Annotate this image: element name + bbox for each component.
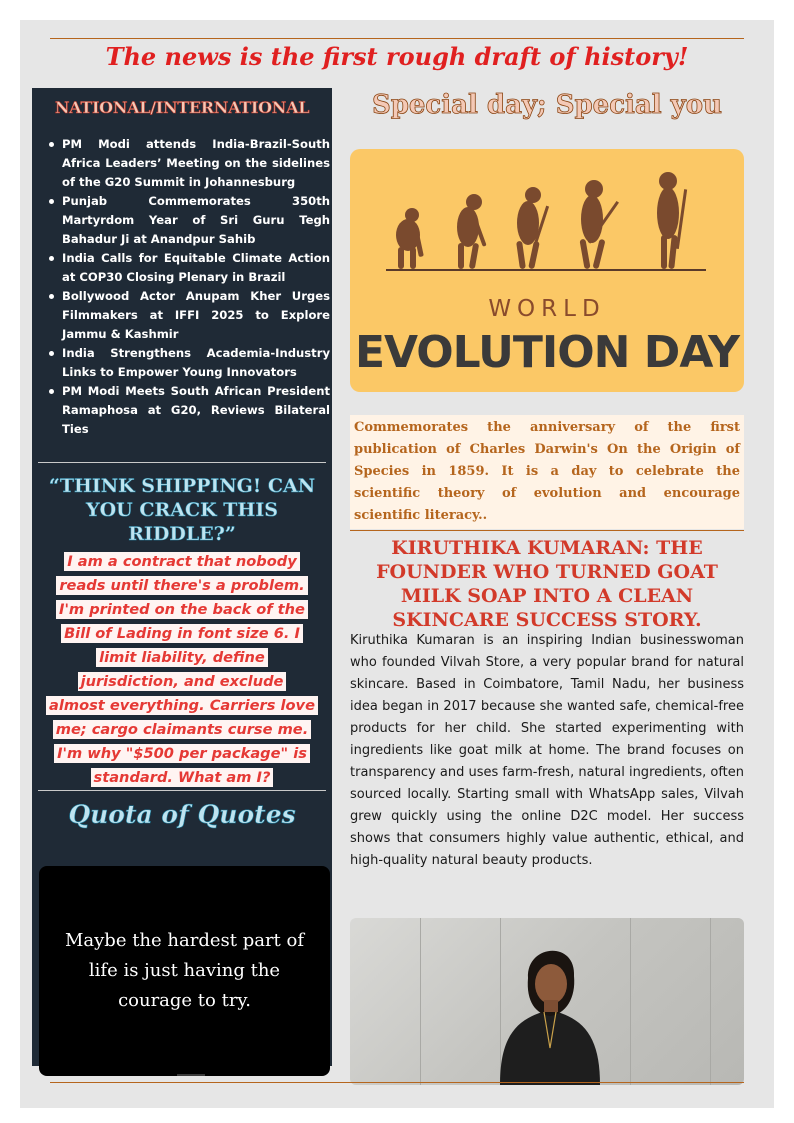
hominid-with-tool-silhouette-icon	[516, 187, 549, 269]
news-item: PM Modi attends India-Brazil-South Africa Leaders’ Meeting on the sidelines of the G20 Summit in Johannesburg	[46, 135, 330, 192]
national-section-title: NATIONAL/INTERNATIONAL	[54, 98, 310, 117]
riddle-title: “THINK SHIPPING! CAN YOU CRACK THIS RIDDLE?”	[48, 475, 316, 545]
riddle-line: limit liability, define	[96, 648, 268, 667]
top-rule	[50, 38, 744, 39]
page-headline: The news is the first rough draft of history!	[105, 42, 689, 71]
caveman-silhouette-icon	[579, 180, 619, 269]
riddle-line: I am a contract that nobody	[64, 552, 300, 571]
story-body: Kiruthika Kumaran is an inspiring Indian businesswoman who founded Vilvah Store, a very popular brand for natural skincare. Based in Coimbatore, Tamil Nadu, her business idea began in 2017 because she wanted safe, chemical-free products for her child. She started experimenting with ingredients like goat milk at home. The brand focuses on transparency and uses farm-fresh, natural ingredients, often sourced locally. Starting small with WhatsApp sales, Vilvah grew quickly using the online D2C model. Her success shows that consumers highly value authentic, ethical, and high-quality natural beauty products.	[350, 633, 744, 868]
special-day-title: Special day; Special you	[371, 90, 723, 120]
bottom-rule	[50, 1082, 744, 1083]
riddle-line: jurisdiction, and exclude	[78, 672, 287, 691]
quote-text: Maybe the hardest part of life is just having the courage to try.	[64, 930, 305, 1011]
riddle-line: almost everything. Carriers love	[46, 696, 318, 715]
riddle-line: Bill of Lading in font size 6. I	[61, 624, 303, 643]
human-silhouette-icon	[657, 172, 687, 269]
news-item: Bollywood Actor Anupam Kher Urges Filmmakers at IFFI 2025 to Explore Jammu & Kashmir	[46, 287, 330, 344]
riddle-line: me; cargo claimants curse me.	[53, 720, 312, 739]
section-divider	[38, 462, 326, 463]
story-headline: KIRUTHIKA KUMARAN: THE FOUNDER WHO TURNED GOAT MILK SOAP INTO A CLEAN SKINCARE SUCCESS STORY.	[376, 537, 718, 631]
early-hominid-silhouette-icon	[457, 194, 487, 269]
section-divider	[38, 790, 326, 791]
person-silhouette-icon	[350, 918, 744, 1085]
news-item: Punjab Commemorates 350th Martyrdom Year of Sri Guru Tegh Bahadur Ji at Anandpur Sahib	[46, 192, 330, 249]
quote-card	[39, 866, 330, 1076]
news-item: India Strengthens Academia-Industry Links to Empower Young Innovators	[46, 344, 330, 382]
quotes-section-title: Quota of Quotes	[68, 800, 296, 829]
newsletter-page	[20, 20, 774, 1108]
card-word-text: WORLD	[488, 296, 606, 322]
riddle-text	[34, 550, 330, 790]
card-day-text: EVOLUTION DAY	[354, 327, 740, 378]
founder-photo	[350, 918, 744, 1085]
riddle-line: reads until there's a problem.	[56, 576, 307, 595]
ape-silhouette-icon	[396, 208, 424, 269]
section-divider	[350, 530, 744, 531]
national-news-list	[46, 135, 330, 439]
evolution-silhouettes-illustration	[350, 149, 744, 289]
evolution-day-card	[350, 149, 744, 392]
special-day-description: Commemorates the anniversary of the first publication of Charles Darwin's On the Origin of Species in 1859. It is a day to celebrate the scientific theory of evolution and encourage scientific literacy..	[350, 415, 744, 529]
news-item: India Calls for Equitable Climate Action at COP30 Closing Plenary in Brazil	[46, 249, 330, 287]
riddle-line: standard. What am I?	[91, 768, 274, 787]
quote-card-marker	[177, 1074, 205, 1076]
riddle-line: I'm printed on the back of the	[56, 600, 308, 619]
riddle-line: I'm why "$500 per package" is	[54, 744, 310, 763]
left-column	[32, 88, 332, 1066]
news-item: PM Modi Meets South African President Ramaphosa at G20, Reviews Bilateral Ties	[46, 382, 330, 439]
